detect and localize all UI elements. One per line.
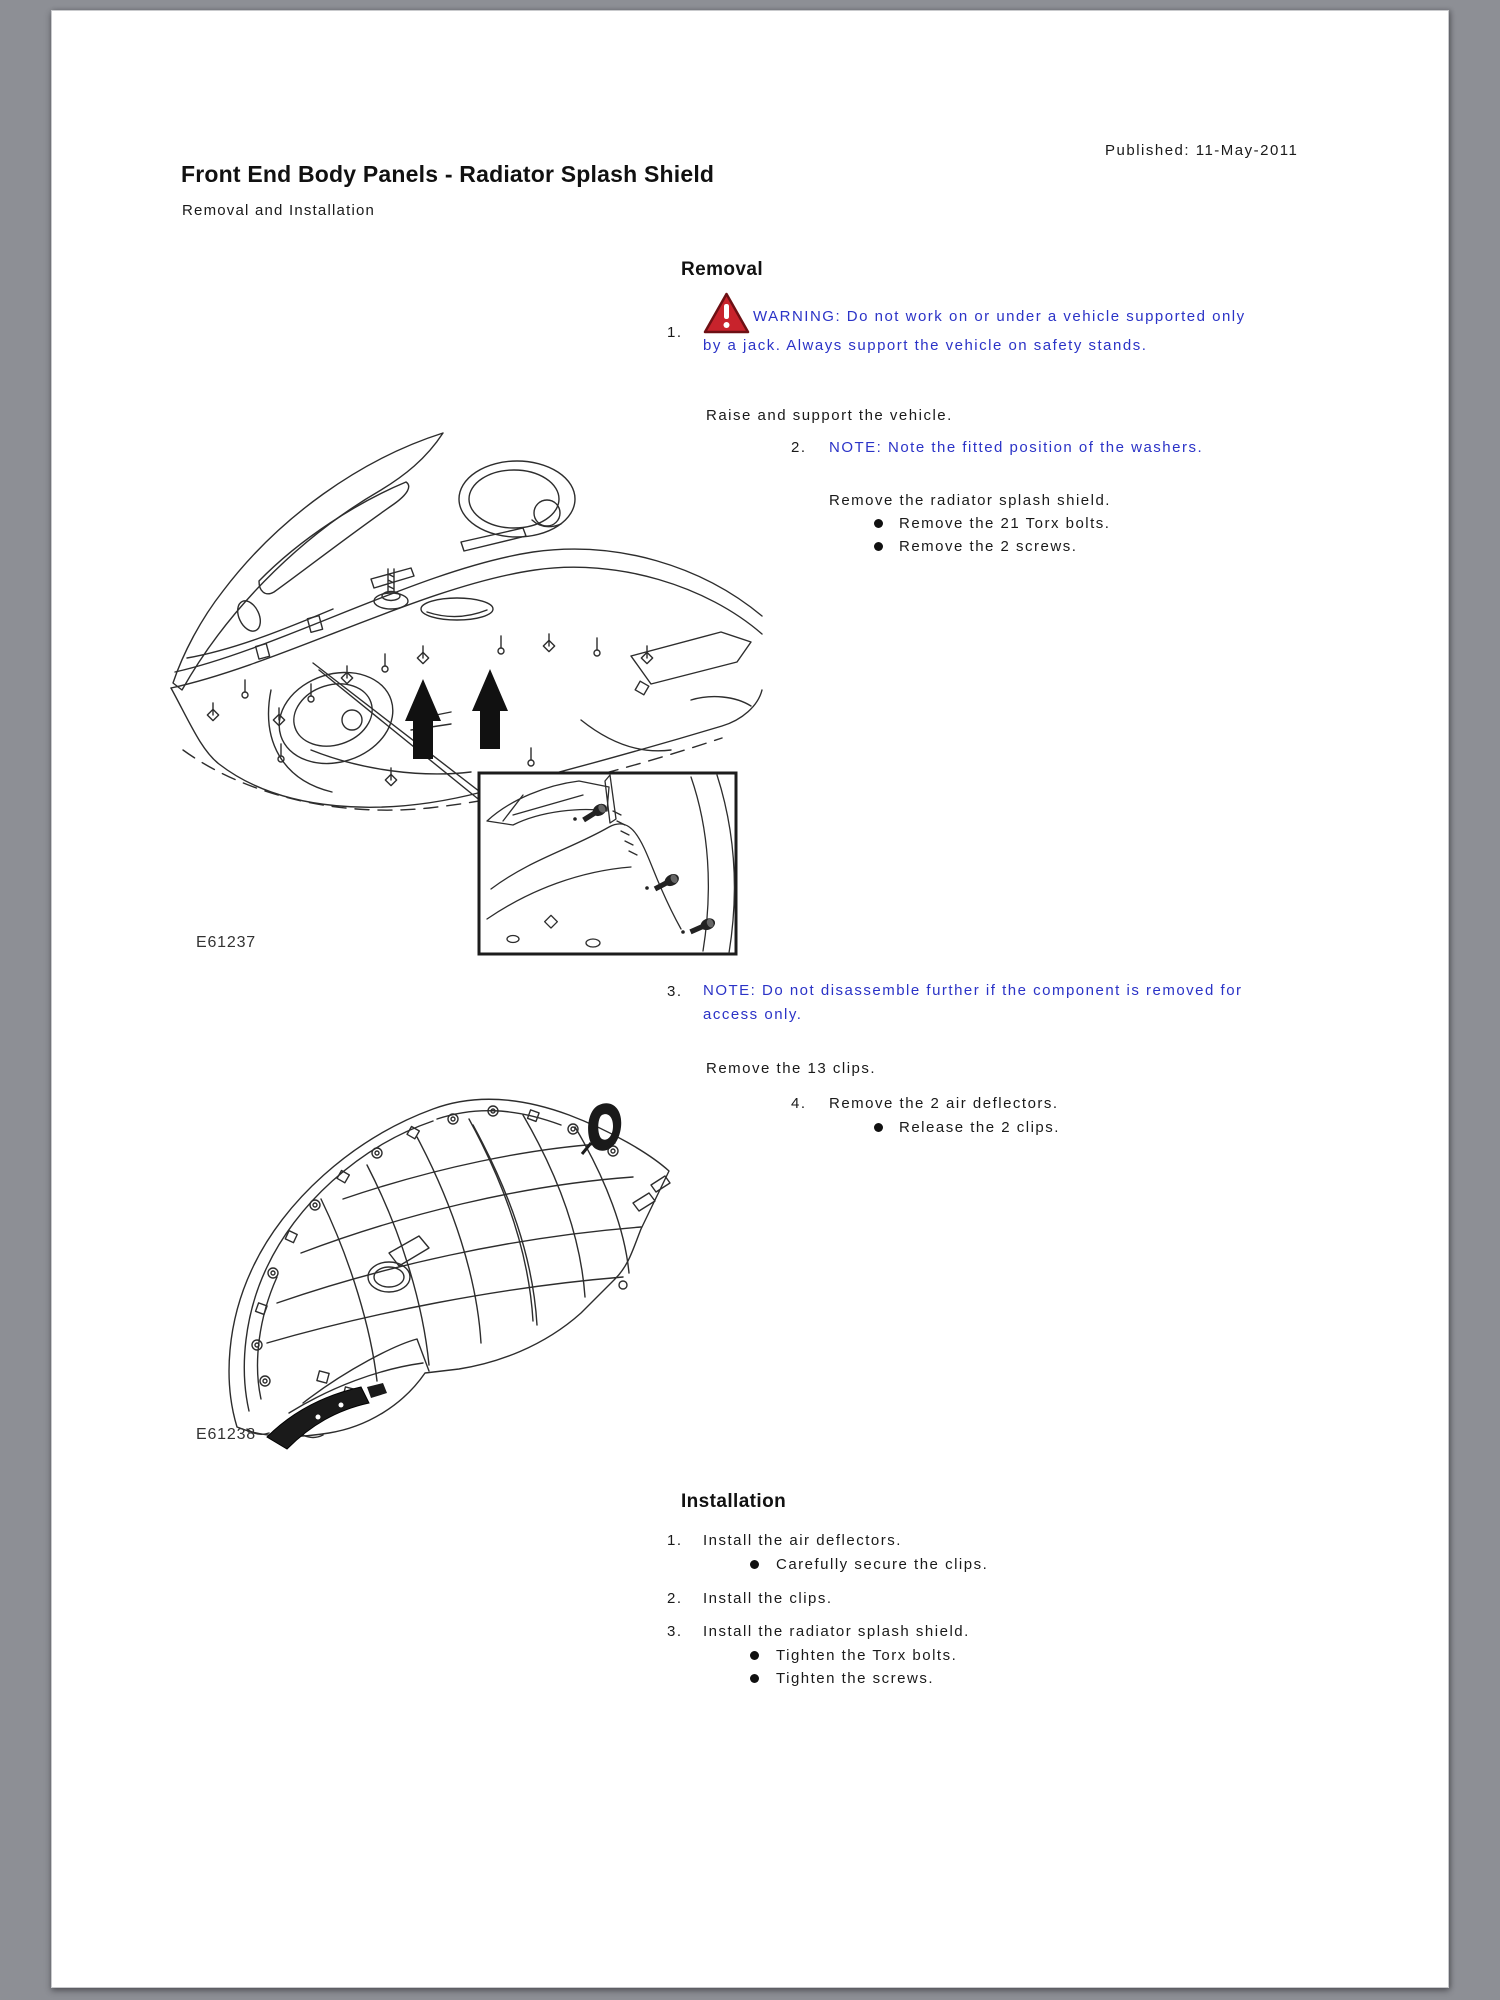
bullet-dot [750, 1674, 759, 1683]
removal-step1-warning [703, 292, 1259, 358]
removal-step2-number: 2. [791, 439, 807, 456]
installation-heading: Installation [681, 1491, 787, 1512]
removal-step1-number: 1. [667, 324, 683, 341]
removal-step3-note: NOTE: Do not disassemble further if the component is removed for access only. [703, 982, 1243, 1023]
removal-step3-action: Remove the 13 clips. [706, 1060, 877, 1077]
published-date: Published: 11-May-2011 [1105, 142, 1299, 159]
installation-step3-action: Install the radiator splash shield. [703, 1623, 970, 1640]
bullet-dot [874, 519, 883, 528]
figure-e61237-illustration [161, 419, 771, 964]
installation-step2-number: 2. [667, 1590, 683, 1607]
installation-step2-action: Install the clips. [703, 1590, 833, 1607]
installation-step3-number: 3. [667, 1623, 683, 1640]
installation-step1-number: 1. [667, 1532, 683, 1549]
bullet-dot [750, 1651, 759, 1660]
bullet-dot [750, 1560, 759, 1569]
removal-step2-note: NOTE: Note the fitted position of the washers. [829, 439, 1204, 456]
installation-step1-action: Install the air deflectors. [703, 1532, 902, 1549]
installation-step3-bullet-2: Tighten the screws. [776, 1670, 934, 1687]
removal-step4-bullet-1: Release the 2 clips. [899, 1119, 1060, 1136]
removal-step4-number: 4. [791, 1095, 807, 1112]
removal-step3-number: 3. [667, 983, 683, 1000]
figure-e61238-illustration [171, 1081, 716, 1466]
raise-vehicle-text: Raise and support the vehicle. [706, 407, 953, 424]
removal-step2-bullet-1: Remove the 21 Torx bolts. [899, 515, 1111, 532]
bullet-dot [874, 542, 883, 551]
bullet-dot [874, 1123, 883, 1132]
removal-step2-bullet-2: Remove the 2 screws. [899, 538, 1078, 555]
removal-heading: Removal [681, 259, 764, 280]
removal-step4-action: Remove the 2 air deflectors. [829, 1095, 1059, 1112]
installation-step1-bullet-1: Carefully secure the clips. [776, 1556, 989, 1573]
removal-step2-action: Remove the radiator splash shield. [829, 492, 1111, 509]
warning-text: WARNING: Do not work on or under a vehicle supported only by a jack. Always support the vehicle on safety stands. [703, 308, 1246, 354]
document-page [51, 10, 1449, 1988]
installation-step3-bullet-1: Tighten the Torx bolts. [776, 1647, 958, 1664]
page-subtitle: Removal and Installation [182, 202, 376, 219]
figure1-label: E61237 [196, 934, 256, 951]
figure2-label: E61238 [196, 1426, 256, 1443]
page-title: Front End Body Panels - Radiator Splash Shield [181, 161, 715, 187]
warning-triangle-icon [703, 292, 750, 334]
